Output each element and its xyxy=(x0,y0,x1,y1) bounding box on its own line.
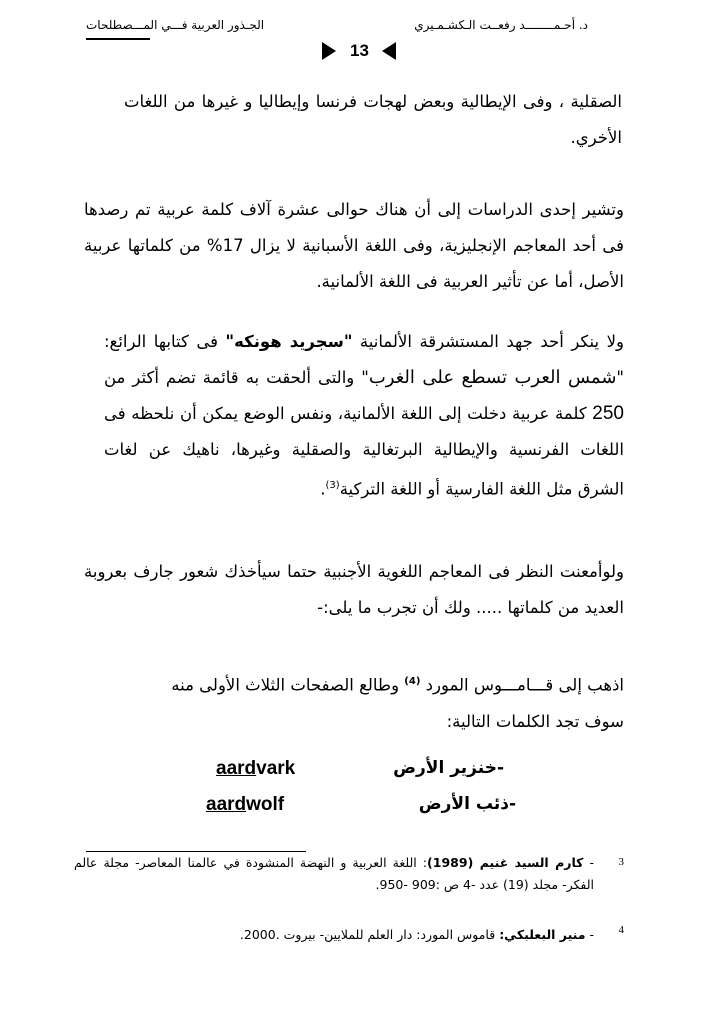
footnote-3-text: : اللغة العربية و النهضة المنشودة في عالمنا المعاصر- مجلة عالم الفكر- مجلد (19) عدد -4 ص :909 -950. xyxy=(74,855,594,892)
footnote-ref-4[interactable]: (4) xyxy=(404,676,421,687)
author-name: "سجريد هونكه" xyxy=(225,332,353,351)
p3-text-d: كلمة عربية دخلت إلى اللغة الألمانية، ونفس الوضع يمكن أن نلحظه فى اللغات الفرنسية والإيطالية البرتغالية والصقلية وغيرها، ناهيك عن لغات الشرق مثل اللغة الفارسية أو اللغة التركية xyxy=(104,404,624,499)
english-word-1-rest: vark xyxy=(256,758,296,779)
english-word-1-prefix: aard xyxy=(216,758,257,779)
book-title-decorative: شمس العرب تسطع على الغرب xyxy=(368,367,617,388)
footnote-3-author: كارم السيد غنيم (1989) xyxy=(427,855,584,870)
p5-text-a: اذهب إلى قـــامـــوس المورد xyxy=(420,675,624,695)
p3-text-a: ولا ينكر أحد جهد المستشرقة الألمانية xyxy=(352,332,624,351)
english-word-2 xyxy=(206,794,284,816)
arrow-left-icon xyxy=(382,42,396,60)
p5-line-1 xyxy=(84,664,624,704)
footnote-3-number: 3 xyxy=(618,856,624,868)
english-word-2-prefix: aard xyxy=(206,794,247,815)
header-author: د. أحـمــــــــد رفعــت الـكشـمـيري xyxy=(414,18,588,32)
p3-end: . xyxy=(320,479,326,499)
word-count: 250 xyxy=(592,403,624,424)
footnote-ref-3[interactable]: (3) xyxy=(325,480,340,491)
arabic-word-2: -ذئب الأرض xyxy=(418,794,516,814)
footnote-3: - كارم السيد غنيم (1989): اللغة العربية و النهضة المنشودة في عالمنا المعاصر- مجلة عالم الفكر- مجلد (19) عدد -4 ص :909 -950. xyxy=(74,855,595,892)
arabic-word-1: -خنزير الأرض xyxy=(393,758,504,778)
english-word-2-rest: wolf xyxy=(246,794,285,815)
header-underline xyxy=(86,38,150,40)
paragraph-1: الصقلية ، وفى الإيطالية وبعض لهجات فرنسا وإيطاليا و غيرها من اللغات الأخري. xyxy=(124,92,622,147)
footnote-4-number: 4 xyxy=(618,924,624,936)
header-book-title: الجـذور العربية فـــي المـــصطلحات xyxy=(86,18,265,32)
arrow-right-icon xyxy=(322,42,336,60)
paragraph-2: وتشير إحدى الدراسات إلى أن هناك حوالى عشرة آلاف كلمة عربية تم رصدها فى أحد المعاجم الإنجليزية، وفى اللغة الأسبانية لا يزال 17% من كلماتها عربية الأصل، أما عن تأثير العربية فى اللغة الألمانية. xyxy=(84,200,624,291)
p3-text-b: فى كتابها الرائع: " xyxy=(104,332,625,387)
p5-line-2: سوف تجد الكلمات التالية: xyxy=(446,711,624,731)
english-word-1 xyxy=(216,758,295,780)
paragraph-4: ولوأمعنت النظر فى المعاجم اللغوية الأجنبية حتما سيأخذك شعور جارف بعروبة العديد من كلماتها ..... ولك أن تجرب ما يلى:- xyxy=(84,562,624,617)
paragraph-5 xyxy=(84,664,624,740)
footnote-4: - منير البعلبكي: قاموس المورد: دار العلم للملايين- بيروت .2000. xyxy=(239,927,594,942)
page-number-block xyxy=(322,38,410,64)
paragraph-3 xyxy=(104,324,624,508)
footnote-4-text: قاموس المورد: دار العلم للملايين- بيروت .2000. xyxy=(239,927,500,942)
page-number: 13 xyxy=(350,41,369,60)
p5-text-b: وطالع الصفحات الثلاث الأولى منه xyxy=(171,675,405,695)
footnote-4-author: منير البعلبكي: xyxy=(499,927,586,942)
p3-text-c: " والتى ألحقت به قائمة تضم أكثر من xyxy=(104,368,369,387)
